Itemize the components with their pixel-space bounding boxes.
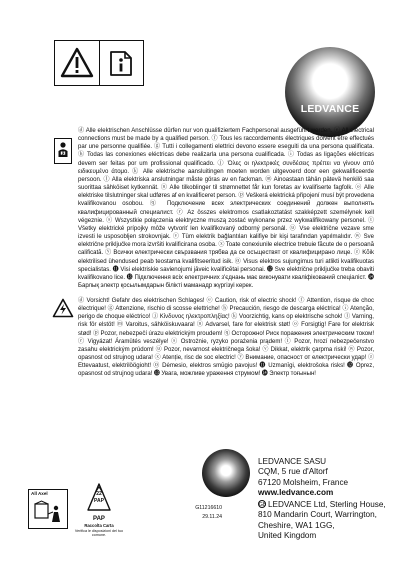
qualified-installer-icon — [54, 138, 72, 164]
logo-wordmark: LEDVANCE — [300, 103, 360, 115]
pap-municipal-note: Verifica le disposizioni del tuo comune. — [74, 529, 124, 538]
uk-address-line2: Cheshire, WA1 1GG, — [258, 520, 335, 530]
pap-code: PAP — [94, 498, 104, 504]
manual-cell — [99, 41, 144, 85]
eu-company: LEDVANCE SASU — [258, 457, 327, 466]
pap-number: 22 — [96, 491, 102, 497]
document-code: G11216610 — [195, 505, 222, 511]
recycling-panel-header: All Axel — [31, 491, 48, 496]
brand-logo — [285, 47, 375, 137]
recycling-info-panel — [28, 489, 68, 529]
electric-shock-warning-icon — [52, 298, 74, 323]
eu-address-line1: CQM, 5 rue d'Altorf — [258, 467, 328, 477]
warning-triangle-cell — [55, 41, 99, 85]
uk-address-line3: United Kingdom — [258, 530, 317, 540]
pap-collection-label: Raccolta Carta — [84, 523, 114, 528]
paper-recycling-icon — [86, 482, 112, 516]
warning-icons-panel — [54, 40, 144, 86]
logo-disc — [285, 47, 375, 137]
gb-country-mark: GB — [259, 502, 267, 508]
read-manual-icon — [106, 48, 136, 78]
eu-address-line2: 67120 Molsheim, France — [258, 477, 349, 487]
paper-recycling-mark — [74, 482, 124, 538]
uk-address-line1: 810 Mandarin Court, Warrington, — [258, 510, 377, 520]
pap-label: PAP — [93, 516, 105, 522]
uk-company: LEDVANCE Ltd, Sterling House, — [268, 500, 386, 509]
website-link[interactable]: www.ledvance.com — [258, 487, 334, 497]
qualified-person-notice: ⓓ Alle elektrischen Anschlüsse dürfen nur von qualifiziertem Fachpersonal ausgeführt werden. ⓔ All electrical connections must be made by a qualified person. ⓕ Tous les raccordements électriques doivent être effectués par une personne qualifiée. ⓖ Tutti i collegamenti elettrici devono essere eseguiti da una persona qualificata. ⓗ Todas las conexiones eléctricas debe realizarla una persona cualificada. ⓘ Todas as ligações eléctricas devem ser feitas por um profissional qualificado. ⓙ Όλες οι ηλεκτρικές συνδέσεις πρέπει να γίνουν από ειδικευμένο άτομο. ⓚ Alle elektrische aansluitingen moeten worden uitgevoerd door een gekwalificeerde persoon. ⓛ Alla elektriska anslutningar måste göras av en fackman. ⓜ Ainoastaan tähän pätevä henkilö saa suorittaa sähköiset kytkennät. ⓝ Alle tilkoblinger til strømnettet får kun foretas av kvalifiserte fagfolk. ⓞ Alle elektriske tilslutninger skal udføres af en kvalificeret person. ⓟ Veškerá elektrická připojení musí být provedena kvalifikovanou osobou. ⓠ Подключение всех электрических соединений должен выполнять квалифицированный специалист. ⓡ Az összes elektromos csatlakoztatást szakképzett személynek kell végeznie. ⓢ Wszystkie połączenia elektryczne muszą zostać wykonane przez wykwalifikowany personel. ⓣ Všetky elektrické prípojky môže vytvoriť len kvalifikovaný odborný personál. ⓤ Vse električne vezave sme izvesti le usposobljen strokovnjak. ⓥ Tüm elektrik bağlantıları kalifiye bir kişi tarafından yapılmalıdır. ⓦ Sve električne priključke mora izvršiti kvalificirana osoba. ⓧ Toate conexiunile electrice trebuie făcute de o persoană calificată. ⓨ Всички електрически свързвания трябва да се осъществят от квалифицирано лице. ⓩ Kõik elektrilised ühendused peab teostama kvalifitseeritud isik. ⓪ Visus elektros sujungimus turi atlikti kvalifikuotas specialistas. ⓫ Visi elektriskie savienojumi jāveic kvalificētai personai. ⓬ Sve električne priključke treba obaviti kvalifikovano lice. ⓭ Підключення всіх електричних з'єднань має виконувати кваліфікований спеціаліст. ⓮ Барлық электр қосылымдарын білікті маманадр жүргізуі керек. — [78, 128, 374, 289]
eu-address — [258, 457, 348, 498]
recycle-box-icon — [33, 500, 65, 526]
address-logo-disc — [202, 449, 250, 497]
uk-address — [258, 500, 386, 541]
warning-triangle-icon — [60, 47, 94, 79]
document-date: 29.11.24 — [202, 514, 222, 520]
shock-risk-notice: ⓓ Vorsicht! Gefahr des elektrischen Schlages! ⓔ Caution, risk of electric shock! ⓕ Attention, risque de choc électrique! ⓖ Attenzione, rischio di scosse elettriche! ⓗ Precaución, riesgo de descarga eléctrica! ⓘ Atenção, perigo de choque eléctrico! ⓙ Κίνδυνος ηλεκτροπληξίας! ⓚ Voorzichtig, kans op elektrische schok! ⓛ Varning, risk för elstöt! ⓜ Varoitus, sähköiskuvaara! ⓝ Advarsel, fare for elektrisk støt! ⓞ Forsigtig! Fare for elektrisk stød! ⓟ Pozor, nebezpečí úrazu elektrickým proudem! ⓠ Осторожно! Риск поражения электрическим током! ⓡ Vigyázat! Áramütés veszélye! ⓢ Ostrożnie, ryzyko porażenia prądem! ⓣ Pozor, hrozí nebezpečenstvo zasahu elektrickým prúdom! ⓤ Pozor, nevarnost električnega šoka! ⓥ Dikkat, elektrik çarpma riski! ⓦ Pozor, opasnost od strujnog udara! ⓧ Atenție, risc de soc electric! ⓨ Внимание, опасност от електрически удар! ⓩ Ettevaatust, elektrilöögioht! ⓪ Dėmesio, elektros smūgio pavojus! ⓫ Uzmanīgi, elektrošoka risks! ⓬ Oprez, opasnost od strujnog udara! ⓭ Увага, можливе ураження струмом! ⓮ Электр тоғынын! — [78, 298, 374, 378]
